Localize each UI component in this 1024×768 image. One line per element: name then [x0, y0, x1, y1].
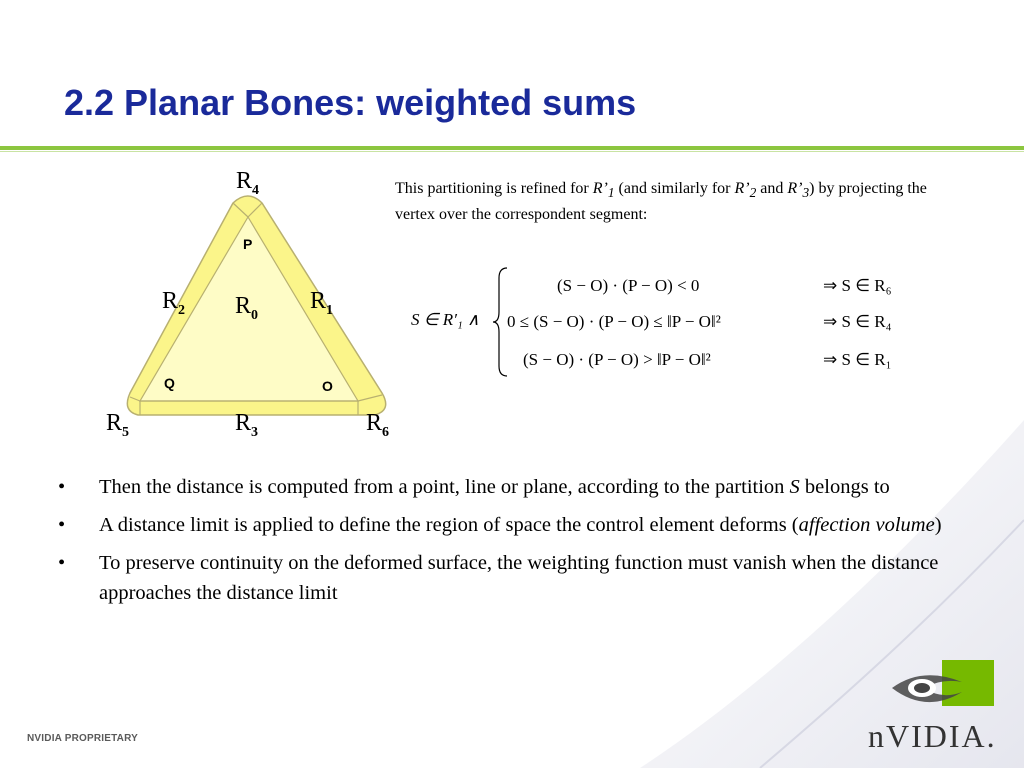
formula-row1-result: ⇒ S ∈ R₆	[823, 276, 892, 295]
bullet-item: • To preserve continuity on the deformed surface, the weighting function must vanish when the distance approaches the distance limit	[58, 548, 978, 608]
label-r0: $R_0$	[235, 293, 259, 323]
label-o: O	[322, 378, 333, 394]
label-r1: $R_1$	[310, 288, 334, 318]
title-rule	[0, 146, 1024, 150]
nvidia-wordmark: nVIDIA.	[868, 718, 997, 754]
label-r5: $R_5$	[106, 410, 130, 440]
footer-proprietary: NVIDIA PROPRIETARY	[27, 733, 139, 744]
formula-row2-result: ⇒ S ∈ R₄	[823, 312, 892, 331]
title-rule-shadow	[0, 151, 1024, 152]
refinement-text: This partitioning is refined for $R’_1$ (and similarly for $R’_2$ and $R’_3$) by projecting the vertex over the correspondent segment:	[395, 180, 927, 224]
label-p: P	[243, 236, 253, 252]
bullet-marker: •	[58, 552, 66, 574]
formula-row3-condition: (S − O) · (P − O) > ‖P − O‖²	[523, 350, 711, 369]
bullet-marker: •	[58, 514, 66, 536]
formula-row3-result: ⇒ S ∈ R₁	[823, 350, 892, 369]
formula-row1-condition: (S − O) · (P − O) < 0	[557, 276, 700, 295]
bullet-marker: •	[58, 476, 66, 498]
bullet-item: • Then the distance is computed from a point, line or plane, according to the partition S belongs to	[58, 472, 978, 502]
bullet-list	[58, 472, 978, 616]
formula-lhs: S ∈ R′₁ ∧	[411, 310, 480, 329]
label-q: Q	[164, 375, 175, 391]
label-r3: $R_3$	[235, 410, 259, 440]
slide-title: 2.2 Planar Bones: weighted sums	[64, 82, 637, 123]
label-r4: $R_4$	[236, 168, 260, 198]
partition-formula	[405, 262, 945, 382]
label-r6: $R_6$	[366, 410, 390, 440]
formula-row2-condition: 0 ≤ (S − O) · (P − O) ≤ ‖P − O‖²	[507, 312, 721, 331]
label-r2: $R_2$	[162, 288, 186, 318]
bullet-item: • A distance limit is applied to define the region of space the control element deforms (affection volume)	[58, 510, 978, 540]
